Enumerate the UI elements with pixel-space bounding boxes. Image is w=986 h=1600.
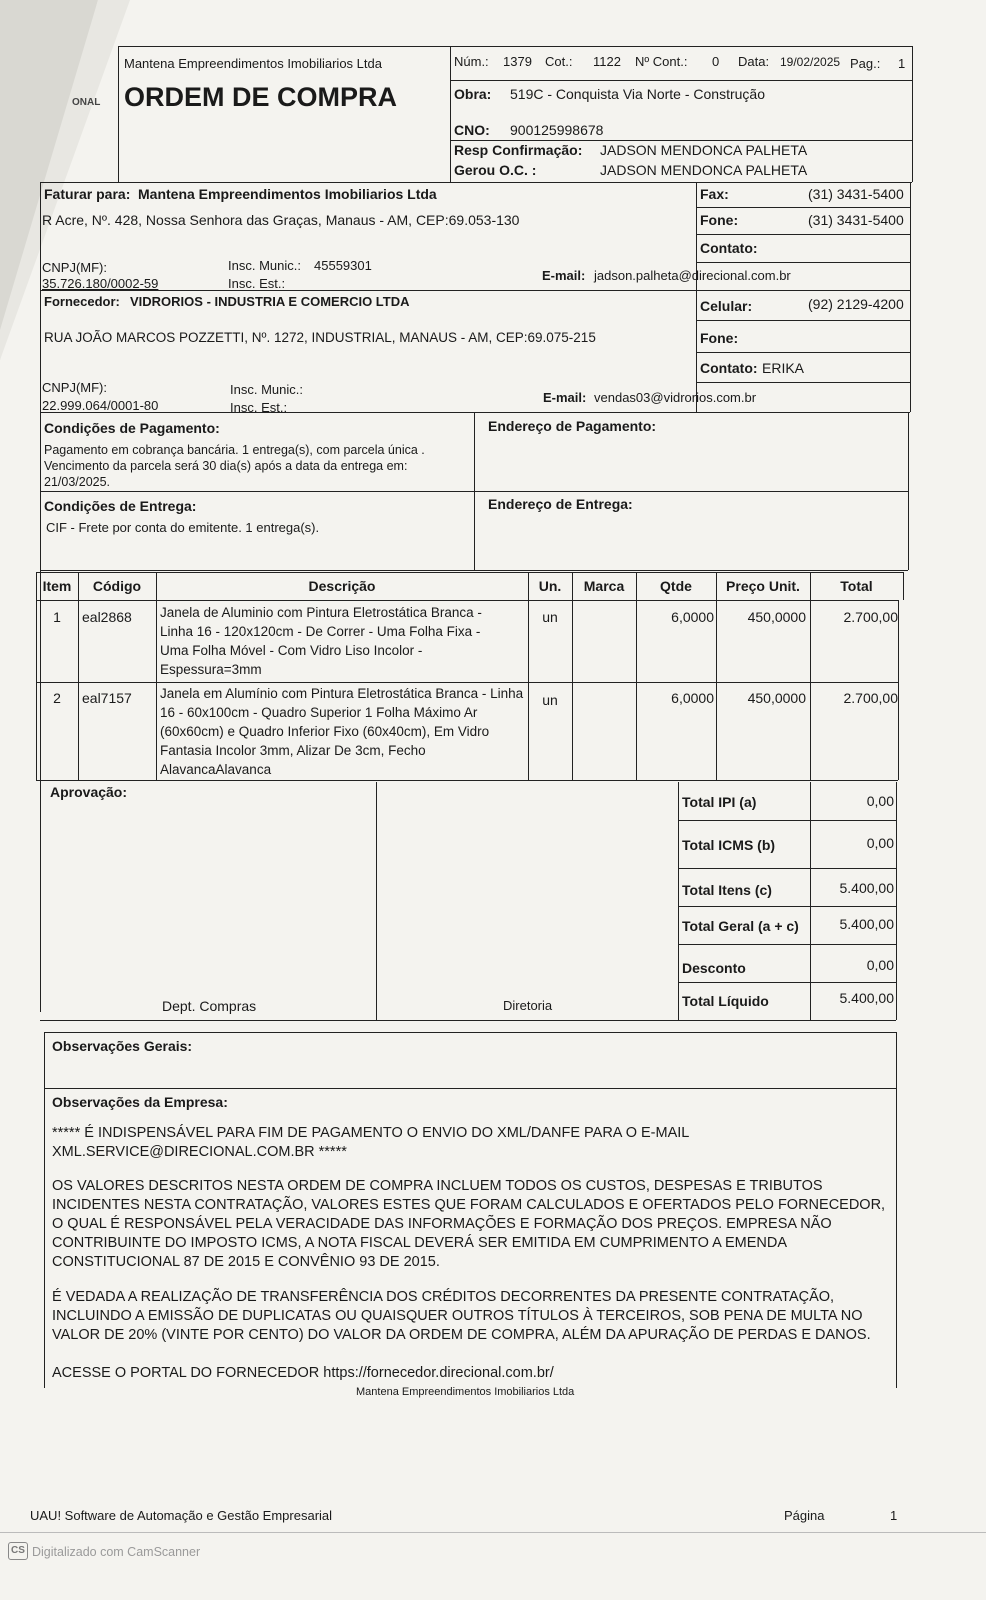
- row-un: un: [542, 609, 558, 625]
- page-title: ORDEM DE COMPRA: [124, 82, 398, 112]
- logo-fragment: ONAL: [72, 97, 101, 108]
- faturar-address: R Acre, Nº. 428, Nossa Senhora das Graças, Manaus - AM, CEP:69.053-130: [42, 212, 520, 228]
- col-header-un: Un.: [538, 578, 562, 594]
- row-qtde: 6,0000: [671, 690, 714, 706]
- obs-empresa-label: Observações da Empresa:: [52, 1094, 228, 1110]
- row-descricao: Janela em Alumínio com Pintura Eletrostática Branca - Linha 16 - 60x100cm - Quadro Superior 1 Folha Máximo Ar (60x60cm) e Quadro Inferior Fixo (60x40cm), Em Vidro Fantasia Incolor 3mm, Alizar De 3cm, Fecho AlavancaAlavanca: [160, 686, 524, 777]
- row-item: 2: [53, 690, 61, 706]
- gerou-value: JADSON MENDONCA PALHETA: [600, 162, 808, 178]
- pagamento-line3: 21/03/2025.: [44, 475, 111, 489]
- row-un: un: [542, 692, 558, 708]
- obra-label: Obra:: [454, 86, 492, 102]
- col-header-total: Total: [840, 578, 873, 594]
- fornecedor-est-label: Insc. Est.:: [230, 400, 288, 415]
- col-header-item: Item: [42, 578, 72, 594]
- faturar-email-label: E-mail:: [542, 268, 586, 283]
- faturar-cnpj: 35.726.180/0002-59: [42, 276, 159, 291]
- col-header-preco: Preço Unit.: [726, 578, 800, 594]
- col-header-marca: Marca: [583, 578, 625, 594]
- total-icms-value: 0,00: [866, 835, 894, 851]
- obs-gerais-label: Observações Gerais:: [52, 1038, 193, 1054]
- fornecedor-munic-label: Insc. Munic.:: [230, 382, 303, 397]
- row-qtde: 6,0000: [671, 609, 714, 625]
- row-descricao: Janela de Aluminio com Pintura Eletrostática Branca - Linha 16 - 120x120cm - De Correr - Uma Folha Fixa - Uma Folha Móvel - Com Vidro Liso Incolor - Espessura=3mm: [160, 605, 482, 677]
- aprovacao-label: Aprovação:: [50, 784, 128, 800]
- fornecedor-email-label: E-mail:: [543, 390, 587, 405]
- data-label: Data:: [738, 54, 770, 69]
- pagamento-line1: Pagamento em cobrança bancária. 1 entrega(s), com parcela única .: [44, 443, 425, 457]
- company-name: Mantena Empreendimentos Imobiliarios Ltda: [124, 56, 382, 71]
- total-liquido-value: 5.400,00: [839, 990, 894, 1006]
- obs-paragraph-vedada: É VEDADA A REALIZAÇÃO DE TRANSFERÊNCIA DOS CRÉDITOS DECORRENTES DA PRESENTE CONTRATAÇÃO, INCLUINDO A EMISSÃO DE DUPLICATAS OU QUAISQUER OUTROS TÍTULOS À TERCEIROS, SOB PENA DE MULTA NO VALOR DE 20% (VINTE POR CENTO) DO VALOR DA ORDEM DE COMPRA, ALÉM DA APURAÇÃO DE PERDAS E DANOS.: [52, 1289, 871, 1343]
- celular-label: Celular:: [700, 298, 753, 314]
- total-geral-label: Total Geral (a + c): [682, 918, 799, 934]
- pag-label: Pag.:: [850, 56, 881, 71]
- fax-label: Fax:: [700, 186, 729, 202]
- faturar-email: jadson.palheta@direcional.com.br: [594, 268, 791, 283]
- row-item: 1: [53, 609, 61, 625]
- fornecedor-email: vendas03@vidrorios.com.br: [594, 390, 757, 405]
- row-total: 2.700,00: [843, 690, 898, 706]
- pagamento-label: Condições de Pagamento:: [44, 420, 220, 436]
- faturar-est-label: Insc. Est.:: [228, 276, 286, 291]
- faturar-fone-label: Fone:: [700, 212, 739, 228]
- camscanner-logo: CS: [8, 1542, 28, 1560]
- obs-paragraph-valores: OS VALORES DESCRITOS NESTA ORDEM DE COMPRA INCLUEM TODOS OS CUSTOS, DESPESAS E TRIBUTOS INCIDENTES NESTA CONTRATAÇÃO, VALORES ESTES QUE FORAM CALCULADOS E OFERTADOS PELO FORNECEDOR, O QUAL É RESPONSÁVEL PELA VERACIDADE DAS INFORMAÇÕES E FORMAÇÃO DOS PREÇOS. EMPRESA NÃO CONTRIBUINTE DO IMPOSTO ICMS, A NOTA FISCAL DEVERÁ SER EMITIDA EM CUMPRIMENTO A EMENDA CONSTITUCIONAL 87 DE 2015 E CONVÊNIO 93 DE 2015.: [52, 1178, 886, 1270]
- col-header-descricao: Descrição: [308, 578, 376, 594]
- fornecedor-cnpj: 22.999.064/0001-80: [42, 398, 159, 413]
- faturar-name: Mantena Empreendimentos Imobiliarios Ltda: [138, 186, 437, 202]
- pagamento-line2: Vencimento da parcela será 30 dia(s) após a data da entrega em:: [44, 459, 408, 473]
- row-total: 2.700,00: [843, 609, 898, 625]
- fax-value: (31) 3431-5400: [808, 186, 904, 202]
- fornecedor-contato: ERIKA: [762, 360, 805, 376]
- resp-value: JADSON MENDONCA PALHETA: [600, 142, 808, 158]
- fornecedor-fone-label: Fone:: [700, 330, 739, 346]
- obs-footer-company: Mantena Empreendimentos Imobiliarios Ltda: [356, 1386, 575, 1398]
- fornecedor-address: RUA JOÃO MARCOS POZZETTI, Nº. 1272, INDUSTRIAL, MANAUS - AM, CEP:69.075-215: [44, 330, 596, 345]
- total-itens-label: Total Itens (c): [682, 882, 772, 898]
- entrega-text: CIF - Frete por conta do emitente. 1 entrega(s).: [46, 520, 320, 535]
- col-header-qtde: Qtde: [660, 578, 692, 594]
- num-value: 1379: [503, 54, 532, 69]
- pagina-value: 1: [890, 1508, 898, 1523]
- entrega-label: Condições de Entrega:: [44, 498, 197, 514]
- faturar-label: Faturar para:: [44, 186, 131, 202]
- cont-value: 0: [712, 54, 720, 69]
- desconto-value: 0,00: [866, 957, 894, 973]
- cont-label: Nº Cont.:: [635, 54, 688, 69]
- faturar-munic-label: Insc. Munic.:: [228, 258, 301, 273]
- total-ipi-label: Total IPI (a): [682, 794, 757, 810]
- cot-value: 1122: [593, 54, 621, 69]
- row-codigo: eal7157: [82, 690, 132, 706]
- faturar-contato-label: Contato:: [700, 240, 758, 256]
- software-name: UAU! Software de Automação e Gestão Empresarial: [30, 1508, 333, 1523]
- fornecedor-name: VIDRORIOS - INDUSTRIA E COMERCIO LTDA: [130, 294, 410, 309]
- desconto-label: Desconto: [682, 960, 746, 976]
- gerou-label: Gerou O.C. :: [454, 162, 537, 178]
- fornecedor-label: Fornecedor:: [44, 294, 120, 309]
- faturar-munic: 45559301: [314, 258, 372, 273]
- row-preco: 450,0000: [747, 609, 806, 625]
- dept-compras: Dept. Compras: [162, 998, 257, 1014]
- data-value: 19/02/2025: [780, 55, 841, 69]
- num-label: Núm.:: [454, 54, 489, 69]
- faturar-fone: (31) 3431-5400: [808, 212, 904, 228]
- row-codigo: eal2868: [82, 609, 132, 625]
- diretoria: Diretoria: [503, 998, 553, 1013]
- row-preco: 450,0000: [747, 690, 806, 706]
- endereco-entrega-label: Endereço de Entrega:: [488, 496, 633, 512]
- resp-label: Resp Confirmação:: [454, 142, 583, 158]
- obs-paragraph-xml: ***** É INDISPENSÁVEL PARA FIM DE PAGAMENTO O ENVIO DO XML/DANFE PARA O E-MAIL XML.SERVICE@DIRECIONAL.COM.BR *****: [52, 1125, 689, 1160]
- cno-value: 900125998678: [510, 122, 604, 138]
- celular-value: (92) 2129-4200: [808, 296, 904, 312]
- col-header-codigo: Código: [92, 578, 142, 594]
- total-liquido-label: Total Líquido: [682, 993, 769, 1009]
- camscanner-text: Digitalizado com CamScanner: [32, 1545, 201, 1559]
- total-geral-value: 5.400,00: [839, 916, 894, 932]
- cno-label: CNO:: [454, 122, 490, 138]
- pag-value: 1: [898, 56, 906, 71]
- total-icms-label: Total ICMS (b): [682, 837, 776, 853]
- obra-value: 519C - Conquista Via Norte - Construção: [510, 86, 765, 102]
- total-ipi-value: 0,00: [866, 793, 894, 809]
- pagina-label: Página: [784, 1508, 825, 1523]
- cot-label: Cot.:: [545, 54, 573, 69]
- fornecedor-contato-label: Contato:: [700, 360, 758, 376]
- obs-paragraph-portal: ACESSE O PORTAL DO FORNECEDOR https://fornecedor.direcional.com.br/: [52, 1365, 554, 1381]
- faturar-cnpj-label: CNPJ(MF):: [42, 260, 107, 275]
- total-itens-value: 5.400,00: [839, 880, 894, 896]
- endereco-pagamento-label: Endereço de Pagamento:: [488, 418, 657, 434]
- fornecedor-cnpj-label: CNPJ(MF):: [42, 380, 107, 395]
